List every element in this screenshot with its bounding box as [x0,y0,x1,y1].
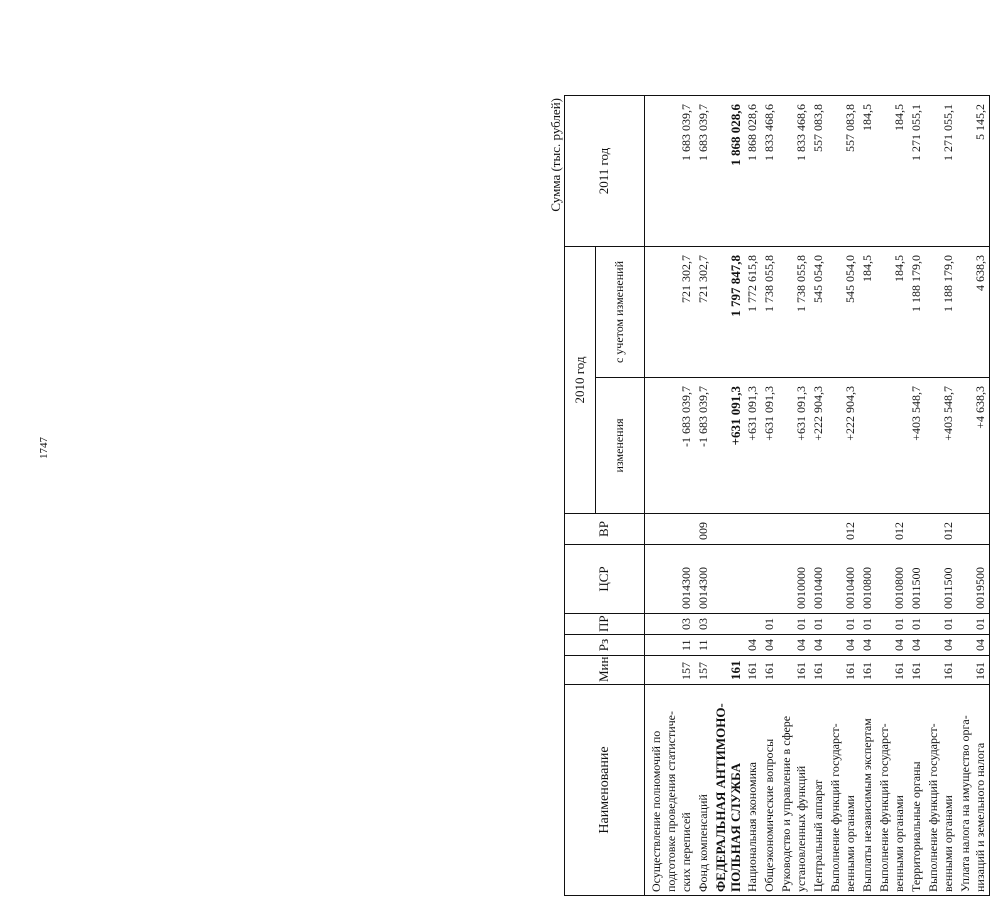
row-vr [778,514,810,545]
row-min: 161 [761,656,778,685]
row-rz [712,635,744,656]
row-changes: -1 683 039,7 [645,378,696,514]
row-csr [761,545,778,614]
row-csr: 0010400 [827,545,859,614]
table-row [744,96,761,896]
row-with-changes: 721 302,7 [695,247,712,378]
row-pr: 01 [957,614,990,635]
row-with-changes: 1 738 055,8 [778,247,810,378]
row-name: Выполнение функций государст-венными органами [827,685,859,896]
row-2011: 184,5 [859,96,876,247]
row-csr: 0019500 [957,545,990,614]
header-rz: Рз [565,635,645,656]
row-min: 157 [645,656,696,685]
row-name: Территориальные органы [908,685,925,896]
row-min: 161 [712,656,744,685]
row-vr: 012 [876,514,908,545]
row-vr [645,514,696,545]
header-changes: изменения [596,378,645,514]
row-csr: 0014300 [695,545,712,614]
row-changes: +222 904,3 [810,378,827,514]
table-row [876,96,908,896]
row-changes: +631 091,3 [744,378,761,514]
header-vr: ВР [565,514,645,545]
row-min: 161 [810,656,827,685]
row-2011: 1 683 039,7 [645,96,696,247]
row-pr: 01 [908,614,925,635]
row-pr: 01 [876,614,908,635]
row-pr [744,614,761,635]
row-2011: 184,5 [876,96,908,247]
row-min: 157 [695,656,712,685]
table-row [908,96,925,896]
row-min: 161 [925,656,957,685]
units-caption: Сумма (тыс. рублей) [548,98,563,212]
row-changes: +403 548,7 [908,378,925,514]
row-vr [908,514,925,545]
rotated-table-area [548,96,1008,896]
row-changes: +631 091,3 [761,378,778,514]
row-min: 161 [957,656,990,685]
row-vr [859,514,876,545]
row-pr: 01 [827,614,859,635]
row-changes: -1 683 039,7 [695,378,712,514]
row-csr: 0011500 [925,545,957,614]
row-pr: 01 [925,614,957,635]
row-csr: 0011500 [908,545,925,614]
table-row [761,96,778,896]
row-changes [876,378,908,514]
row-pr [712,614,744,635]
table-row [778,96,810,896]
row-2011: 1 833 468,6 [761,96,778,247]
row-2011: 1 271 055,1 [925,96,957,247]
row-rz: 04 [925,635,957,656]
row-pr: 03 [645,614,696,635]
row-vr: 009 [695,514,712,545]
header-year-2010: 2010 год [565,247,596,514]
table-row [957,96,990,896]
table-row [925,96,957,896]
row-name: Руководство и управление в сфере установленных функций [778,685,810,896]
table-row [810,96,827,896]
table-row [695,96,712,896]
row-name: Центральный аппарат [810,685,827,896]
row-2011: 1 833 468,6 [778,96,810,247]
row-vr [810,514,827,545]
row-with-changes: 1 188 179,0 [908,247,925,378]
row-vr [957,514,990,545]
row-rz: 04 [744,635,761,656]
row-name: Осуществление полномочий по подготовке проведения статистиче-ских переписей [645,685,696,896]
table-body [645,96,990,896]
row-rz: 11 [695,635,712,656]
row-2011: 557 083,8 [810,96,827,247]
row-csr [744,545,761,614]
row-rz: 04 [778,635,810,656]
row-rz: 04 [827,635,859,656]
row-pr: 01 [778,614,810,635]
row-csr: 0014300 [645,545,696,614]
row-with-changes: 1 738 055,8 [761,247,778,378]
header-name: Наименование [565,685,645,896]
row-vr: 012 [827,514,859,545]
row-with-changes: 721 302,7 [645,247,696,378]
table-row [712,96,744,896]
row-min: 161 [778,656,810,685]
row-min: 161 [859,656,876,685]
row-vr: 012 [925,514,957,545]
row-min: 161 [908,656,925,685]
row-2011: 1 271 055,1 [908,96,925,247]
table-row [645,96,696,896]
row-with-changes: 4 638,3 [957,247,990,378]
row-rz: 04 [908,635,925,656]
row-min: 161 [876,656,908,685]
page-number: 1747 [38,437,50,459]
row-rz: 04 [859,635,876,656]
row-changes: +631 091,3 [712,378,744,514]
row-changes [859,378,876,514]
table-row [859,96,876,896]
row-name: Общеэкономические вопросы [761,685,778,896]
row-changes: +222 904,3 [827,378,859,514]
row-changes: +631 091,3 [778,378,810,514]
header-min: Мин [565,656,645,685]
row-pr: 01 [761,614,778,635]
row-with-changes: 184,5 [876,247,908,378]
row-pr: 01 [810,614,827,635]
row-name: Выполнение функций государст-венными органами [876,685,908,896]
row-vr [712,514,744,545]
row-name: ФЕДЕРАЛЬНАЯ АНТИМОНО-ПОЛЬНАЯ СЛУЖБА [712,685,744,896]
header-year-2011: 2011 год [565,96,645,247]
row-pr: 01 [859,614,876,635]
row-csr: 0010800 [876,545,908,614]
row-with-changes: 545 054,0 [810,247,827,378]
row-name: Выплаты независимым экспертам [859,685,876,896]
row-2011: 1 683 039,7 [695,96,712,247]
row-min: 161 [827,656,859,685]
row-2011: 557 083,8 [827,96,859,247]
row-rz: 04 [761,635,778,656]
row-2011: 1 868 028,6 [712,96,744,247]
row-csr: 0010800 [859,545,876,614]
row-csr [712,545,744,614]
row-rz: 04 [957,635,990,656]
header-with-changes: с учетом изменений [596,247,645,378]
row-rz: 11 [645,635,696,656]
row-name: Уплата налога на имущество орга-низаций и земельного налога [957,685,990,896]
row-with-changes: 184,5 [859,247,876,378]
row-name: Фонд компенсаций [695,685,712,896]
row-changes: +403 548,7 [925,378,957,514]
row-name: Выполнение функций государст-венными органами [925,685,957,896]
row-with-changes: 1 797 847,8 [712,247,744,378]
row-vr [744,514,761,545]
row-with-changes: 545 054,0 [827,247,859,378]
row-2011: 1 868 028,6 [744,96,761,247]
row-min: 161 [744,656,761,685]
row-rz: 04 [810,635,827,656]
header-csr: ЦСР [565,545,645,614]
row-with-changes: 1 772 615,8 [744,247,761,378]
row-csr: 0010400 [810,545,827,614]
header-pr: ПР [565,614,645,635]
row-name: Национальная экономика [744,685,761,896]
row-2011: 5 145,2 [957,96,990,247]
row-changes: +4 638,3 [957,378,990,514]
budget-table [564,95,990,896]
row-csr: 0010000 [778,545,810,614]
row-pr: 03 [695,614,712,635]
row-with-changes: 1 188 179,0 [925,247,957,378]
row-vr [761,514,778,545]
table-row [827,96,859,896]
row-rz: 04 [876,635,908,656]
